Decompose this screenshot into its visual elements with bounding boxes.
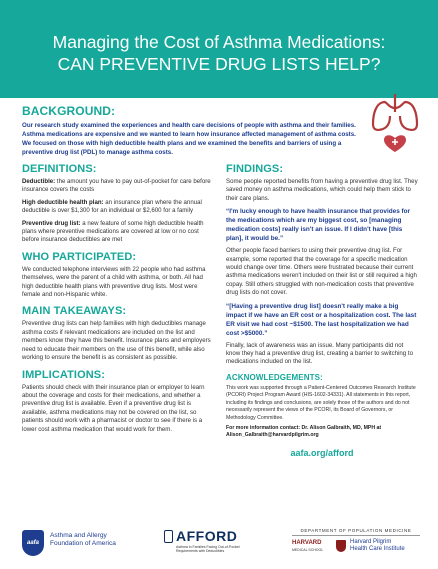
aafa-logo — [22, 524, 152, 568]
takeaways-section — [22, 305, 214, 362]
contact-info: For more information contact: Dr. Alison Galbraith, MD, MPH at Alison_Galbraith@harvardpilgrim.org — [226, 424, 382, 439]
harvard-pilgrim-line2: Health Care Institute — [350, 546, 405, 552]
participated-heading: WHO PARTICIPATED: — [22, 250, 137, 263]
definition-term: Deductible: — [22, 178, 56, 185]
definition-item — [22, 178, 214, 195]
aafa-mark: aafa — [22, 530, 44, 556]
afford-glyph-icon — [164, 530, 173, 543]
afford-logo — [164, 524, 264, 568]
findings-heading: FINDINGS: — [226, 163, 284, 175]
acknowledgements-section — [226, 373, 418, 440]
afford-sub-line1: Asthma in Families Facing Out-of-Pocket — [176, 545, 240, 549]
left-column — [22, 163, 214, 440]
right-column — [226, 163, 418, 458]
acknowledgements-heading: ACKNOWLEDGEMENTS: — [226, 372, 323, 382]
participated-text: We conducted telephone interviews with 22 people who had asthma themselves, were the parent of a child with asthma, or both. All had high deductible health plans with preventive drug lists. Most were female and non-Hispanic white. — [22, 265, 206, 299]
definitions-section — [22, 163, 214, 245]
definition-text: an insurance plan where the annual deductible is over $1,300 for an individual or $2,600 for a family — [22, 198, 202, 215]
findings-quote: “I'm lucky enough to have health insurance that provides for the medications which are my biggest cost, so [managing medication costs] really isn't an issue. If I didn't have [this plan], it would be.” — [226, 208, 411, 243]
takeaways-heading: MAIN TAKEAWAYS: — [22, 305, 127, 318]
harvard-shield-icon — [336, 540, 346, 552]
afford-wordmark: AFFORD — [176, 528, 238, 544]
findings-paragraph: Finally, lack of awareness was an issue. Many participants did not know they had a preventive drug list, creating a barrier to switching to medications included on the list. — [226, 341, 413, 366]
definition-item — [22, 220, 214, 245]
implications-heading: IMPLICATIONS: — [22, 368, 105, 381]
definition-text: the amount you have to pay out-of-pocket for care before insurance covers the costs — [22, 178, 211, 194]
acknowledgements-text: This work was supported through a Patient-Centered Outcomes Research Institute (PCORI) Project Program Award (HIS-1602-34331). All statements in this report, including its findings and conclusions, are solely those of the authors and do not necessarily represent the views of the PCORI, its Board of Governors, or Methodology Committee. — [226, 384, 416, 421]
page-title-line2: CAN PREVENTIVE DRUG LISTS HELP? — [57, 54, 381, 74]
aafa-name-line2: Foundation of America — [50, 540, 116, 547]
definition-term: Preventive drug list: — [22, 219, 81, 227]
findings-paragraph: Other people faced barriers to using their preventive drug list. For example, some reported that the coverage for a specific medication would change over time. Others were frustrated because their current asthma medications weren't included on their list or still required a high copay. Still others struggled with non-medication costs that preventive drug lists do not cover. — [226, 247, 417, 297]
background-heading: BACKGROUND: — [22, 104, 116, 118]
afford-sub-line2: Requirements with Deductibles — [176, 549, 225, 554]
aafa-name-line1: Asthma and Allergy — [50, 532, 107, 539]
definition-item — [22, 199, 214, 216]
website-link[interactable]: aafa.org/afford — [290, 447, 354, 458]
takeaways-text: Preventive drug lists can help families with high deductibles manage asthma costs if relevant medications are included on the list and members know they have this benefit. Insurance plans and employers need to educate their members on the use of this benefit, while also working to ensure the benefit is as consistent as possible. — [22, 320, 211, 362]
definition-term: High deductible health plan: — [22, 198, 104, 206]
findings-quote: “[Having a preventive drug list] doesn't really make a big impact if we have an ER cost or a hospitalization cost. The last ER visit we had cost ~$1500. The last hospitalization we had cost >$5000.” — [226, 302, 417, 337]
harvard-sub: MEDICAL SCHOOL — [292, 548, 324, 552]
definition-text: a new feature of some high deductible health plans where preventive medications are covered at low or no cost before insurance deductibles are met — [22, 219, 204, 244]
footer-logos — [0, 524, 438, 569]
participated-section — [22, 251, 214, 300]
harvard-logos — [292, 528, 420, 568]
harvard-pilgrim-line1: Harvard Pilgrim — [350, 539, 392, 545]
harvard-wordmark: HARVARD — [292, 540, 322, 546]
definitions-heading: DEFINITIONS: — [22, 163, 97, 175]
background-section — [22, 104, 422, 157]
page-title-line1: Managing the Cost of Asthma Medications: — [52, 32, 386, 52]
implications-section — [22, 369, 214, 434]
implications-text: Patients should check with their insurance plan or employer to learn about the coverage and costs for their medications, and whether a preventive drug list is available. Even if a preventive drug list is available, asthma medications may not be covered on the list, so patients should work with a pharmacist or doctor to see if there is a lower cost asthma medication that would work for them. — [22, 383, 205, 433]
findings-section — [226, 163, 418, 367]
findings-paragraph: Some people reported benefits from having a preventive drug list. They saved money on asthma medications, which could help them stick to their care plans. — [226, 178, 418, 202]
department-name: DEPARTMENT OF POPULATION MEDICINE — [292, 528, 420, 536]
background-text: Our research study examined the experiences and health care decisions of people with asthma and their families. Asthma medications are expensive and we wanted to learn how insurance affected management of asthma costs. We focused on those with high deductible health plans and we examined the benefits and barriers of using a preventive drug list (PDL) to manage asthma costs. — [22, 122, 356, 156]
